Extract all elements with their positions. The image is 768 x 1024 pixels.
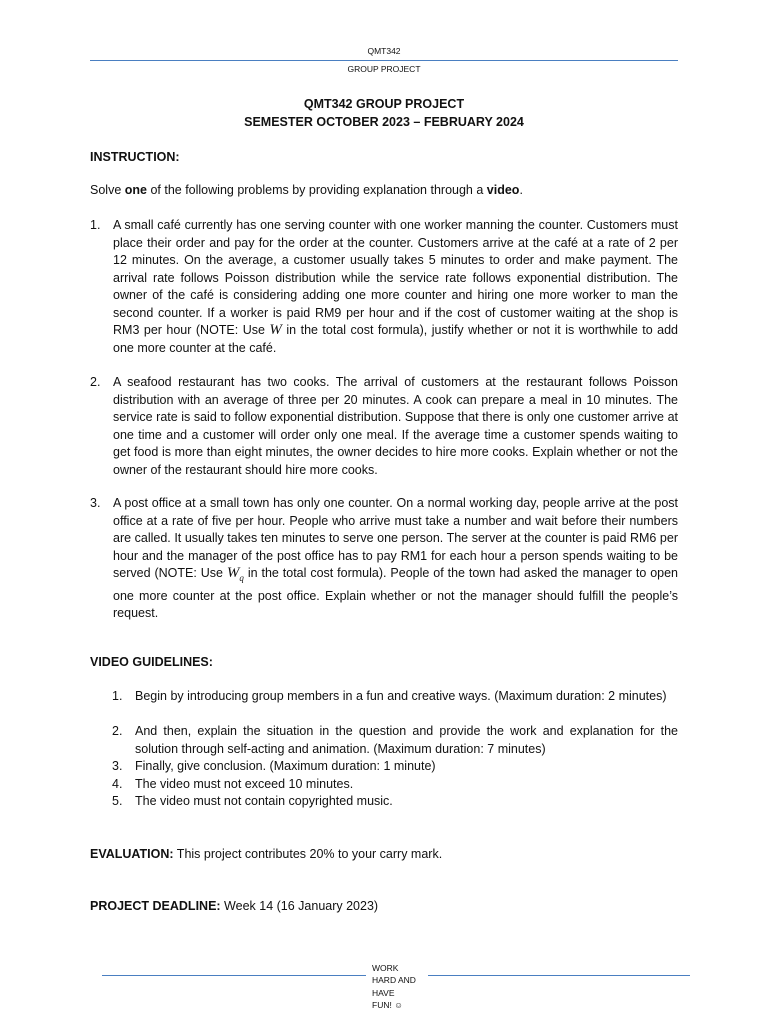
guideline-number: 2. <box>112 724 123 738</box>
title-line-1: QMT342 GROUP PROJECT <box>303 97 465 111</box>
symbol-letter: W <box>226 565 240 581</box>
project-deadline <box>90 898 678 916</box>
guideline-item <box>112 723 678 758</box>
problem-number: 3. <box>90 496 101 510</box>
footer-line: HAVE <box>372 987 395 998</box>
footer-divider-left <box>102 975 366 976</box>
guidelines-heading: VIDEO GUIDELINES: <box>90 655 213 669</box>
problem-number: 2. <box>90 375 101 389</box>
instruction-mid: of the following problems by providing explanation through a <box>146 183 487 197</box>
guideline-number: 4. <box>112 777 123 791</box>
guideline-number: 3. <box>112 759 123 773</box>
problem-text-b: in the total cost formula), justify whether or not it is worthwhile to add one more counter at the café. <box>113 323 678 355</box>
evaluation-label: EVALUATION: <box>90 847 174 861</box>
guideline-item <box>112 758 678 776</box>
footer-divider-right <box>428 975 690 976</box>
problem-1 <box>90 217 678 357</box>
instruction-pre: Solve <box>90 183 125 197</box>
guideline-text: And then, explain the situation in the question and provide the work and explanation for the solution through self-acting and animation. (Maximum duration: 7 minutes) <box>135 724 678 756</box>
footer-line: WORK <box>372 963 399 973</box>
footer-motto <box>372 962 432 1012</box>
waiting-time-symbol: W <box>269 322 282 338</box>
instruction-heading: INSTRUCTION: <box>90 150 180 164</box>
problem-number: 1. <box>90 218 101 232</box>
instruction-post: . <box>519 183 523 197</box>
queue-waiting-time-symbol <box>227 565 244 581</box>
guideline-text: Finally, give conclusion. (Maximum duration: 1 minute) <box>135 759 436 773</box>
problem-2 <box>90 374 678 479</box>
guideline-text: Begin by introducing group members in a fun and creative ways. (Maximum duration: 2 minutes) <box>135 689 667 703</box>
guideline-number: 1. <box>112 689 123 703</box>
instruction-text <box>90 182 678 200</box>
guideline-number: 5. <box>112 794 123 808</box>
problem-text: A seafood restaurant has two cooks. The arrival of customers at the restaurant follows Poisson distribution with an average of three per 20 minutes. A cook can prepare a meal in 10 minutes. The service rate is said to follow exponential distribution. Suppose that there is only one customer arrive at one time and a customer will order only one meal. If the average time a customer spends waiting to get food is more than eight minutes, the owner decides to hire more cooks. Explain whether or not the owner of the restaurant should hire more cooks. <box>113 375 678 477</box>
guideline-item <box>112 688 678 706</box>
problem-text-a: A small café currently has one serving counter with one worker manning the counter. Customers must place their order and pay for the order at the counter. Customers arrive at the café at a rate of 2 per 12 minutes. On the average, a customer usually takes 5 minutes to order and make payment. The arrival rate follows Poisson distribution while the service rate follows exponential distribution. The owner of the café is considering adding one more counter and hiring one more worker to man the second counter. If a worker is paid RM9 per hour and if the cost of customer waiting at the shop is RM3 per hour (NOTE: Use <box>113 218 678 337</box>
footer-line: HARD AND <box>372 975 416 986</box>
page-title <box>0 96 768 131</box>
deadline-text: Week 14 (16 January 2023) <box>220 899 379 913</box>
instruction-emphasis-one: one <box>124 183 147 197</box>
guideline-text: The video must not exceed 10 minutes. <box>135 777 354 791</box>
evaluation-text: This project contributes 20% to your carry mark. <box>173 847 443 861</box>
problem-text-a: A post office at a small town has only one counter. On a normal working day, people arrive at the post office at a rate of five per hour. People who arrive must take a number and wait before their numbers are called. It usually takes ten minutes to serve one person. The server at the counter is paid RM6 per hour and the manager of the post office has to pay RM1 for each hour a person spends waiting to be served (NOTE: Use <box>113 496 678 580</box>
guideline-item <box>112 793 678 811</box>
header-divider <box>90 60 678 61</box>
symbol-subscript: q <box>239 573 244 583</box>
title-line-2: SEMESTER OCTOBER 2023 – FEBRUARY 2024 <box>244 114 524 129</box>
guideline-item <box>112 776 678 794</box>
guideline-text: The video must not contain copyrighted music. <box>135 794 393 808</box>
problem-text <box>113 217 678 357</box>
footer-line: FUN! ☺ <box>372 1000 403 1011</box>
problem-text-b: in the total cost formula). People of the town had asked the manager to open one more counter at the post office. Explain whether or not the manager should fulfill the people’s request. <box>113 566 678 620</box>
header-course-code: QMT342 <box>367 46 401 56</box>
deadline-label: PROJECT DEADLINE: <box>90 899 221 913</box>
problem-text <box>113 495 678 623</box>
instruction-emphasis-video: video <box>486 183 520 197</box>
header-subtitle: GROUP PROJECT <box>347 64 421 74</box>
problem-3 <box>90 495 678 623</box>
evaluation <box>90 846 678 864</box>
